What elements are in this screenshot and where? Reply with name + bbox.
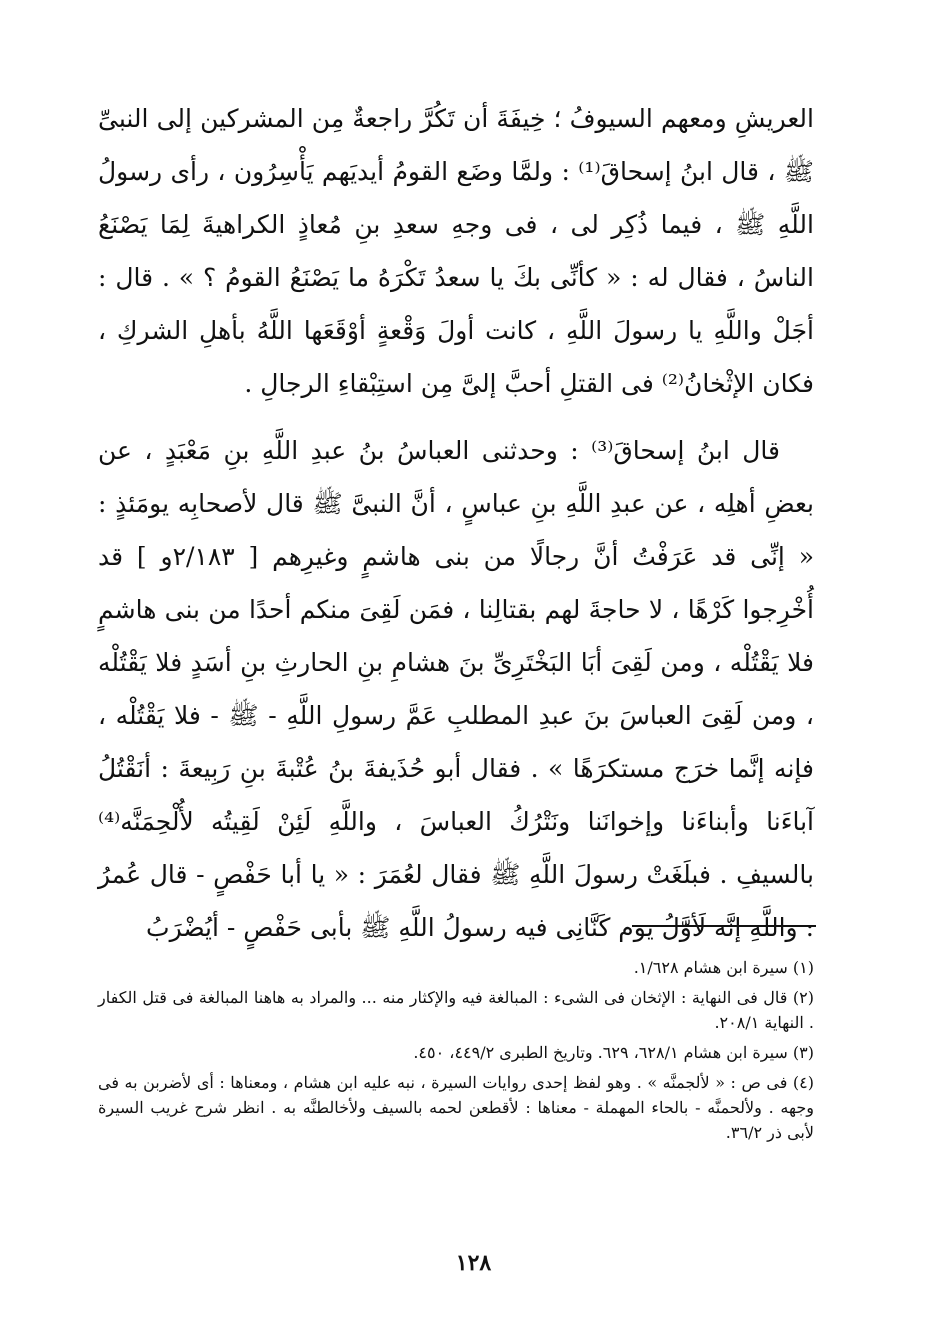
- paragraph-2: [98, 424, 814, 954]
- footnote-2: (٢) قال فى النهاية : الإثخان فى الشىء : المبالغة فيه والإكثار منه ... والمراد به هاهنا المبالغة فى قتل الكفار . النهاية ٢٠٨/١.: [98, 988, 814, 1032]
- main-text-body: [98, 92, 814, 954]
- footnote-1: (١) سيرة ابن هشام ١/٦٢٨.: [633, 958, 814, 977]
- footnote-4: (٤) فى ص : « لألجمنَّه » . وهو لفظ إحدى روايات السيرة ، نبه عليه ابن هشام ، ومعناها : أى لأضربن به فى وجهه . ولألحمنَّه - بالحاء المهملة - معناها : لأقطعن لحمه بالسيف ولأخالطنَّه به . انظر شرح غريب السيرة لأبى ذر ٣٦/٢.: [98, 1073, 814, 1142]
- footnotes: [98, 955, 814, 1150]
- paragraph-2-text: قال ابنُ إسحاقَ⁽³⁾ : وحدثنى العباسُ بنُ عبدِ اللَّهِ بنِ مَعْبَدٍ ، عن بعضِ أهلِه ، عن عبدِ اللَّهِ بنِ عباسٍ ، أنَّ النبىَّ ﷺ قال لأصحابِه يومَئذٍ : « إنِّى قد عَرَفْتُ أنَّ رجالًا من بنى هاشمٍ وغيرِهم [ ٢/١٨٣و ] قد أُخْرِجوا كَرْهًا ، لا حاجةَ لهم بقتالِنا ، فمَن لَقِىَ منكم أحدًا من بنى هاشمٍ فلا يَقْتُلْه ، ومن لَقِىَ أبَا البَخْتَرِىِّ بنَ هشامِ بنِ الحارثِ بنِ أسَدٍ فلا يَقْتُلْه ، ومن لَقِىَ العباسَ بنَ عبدِ المطلبِ عَمَّ رسولِ اللَّهِ - ﷺ - فلا يَقْتُلْه ، فإنه إنَّما خرَج مستكرَهًا » . فقال أبو حُذَيفةَ بنُ عُتْبةَ بنِ رَبِيعةَ : أنَقْتُلُ آباءَنا وأبناءَنا وإخوانَنا ونَتْرُكُ العباسَ ، واللَّهِ لَئِنْ لَقِيتُه لأُلْحِمَنَّه⁽⁴⁾ بالسيفِ . فبلَغَتْ رسولَ اللَّهِ ﷺ فقال لعُمَرَ : « يا أبا حَفْصٍ - قال عُمرُ : واللَّهِ إنَّه لَأوَّلُ يوم كَنَّانِى فيه رسولُ اللَّهِ ﷺ بأبى حَفْصٍ - أيُضْرَبُ: [98, 436, 815, 942]
- footnote-3: (٣) سيرة ابن هشام ٦٢٨/١، ٦٢٩. وتاريخ الطبرى ٤٤٩/٢، ٤٥٠.: [413, 1043, 814, 1062]
- page-number: ١٢٨: [455, 1250, 492, 1276]
- paragraph-1: العريشِ ومعهم السيوفُ ؛ خِيفَةَ أن تَكُرَّ راجعةٌ مِن المشركين إلى النبىِّ ﷺ ، قال ابنُ إسحاقَ⁽¹⁾ : ولمَّا وضَع القومُ أيديَهم يَأْسِرُون ، رأى رسولُ اللَّهِ ﷺ ، فيما ذُكِر لى ، فى وجهِ سعدِ بنِ مُعاذٍ الكراهيةَ لِمَا يَصْنَعُ الناسُ ، فقال له : « كأنِّى بكَ يا سعدُ تَكْرَهُ ما يَصْنَعُ القومُ ؟ » . قال : أجَلْ واللَّهِ يا رسولَ اللَّهِ ، كانت أولَ وَقْعةٍ أوْقَعَها اللَّهُ بأهلِ الشركِ ، فكان الإثْخانُ⁽²⁾ فى القتلِ أحبَّ إلىَّ مِن استِبْقاءِ الرجالِ .: [98, 104, 814, 398]
- footnote-separator: [632, 925, 816, 927]
